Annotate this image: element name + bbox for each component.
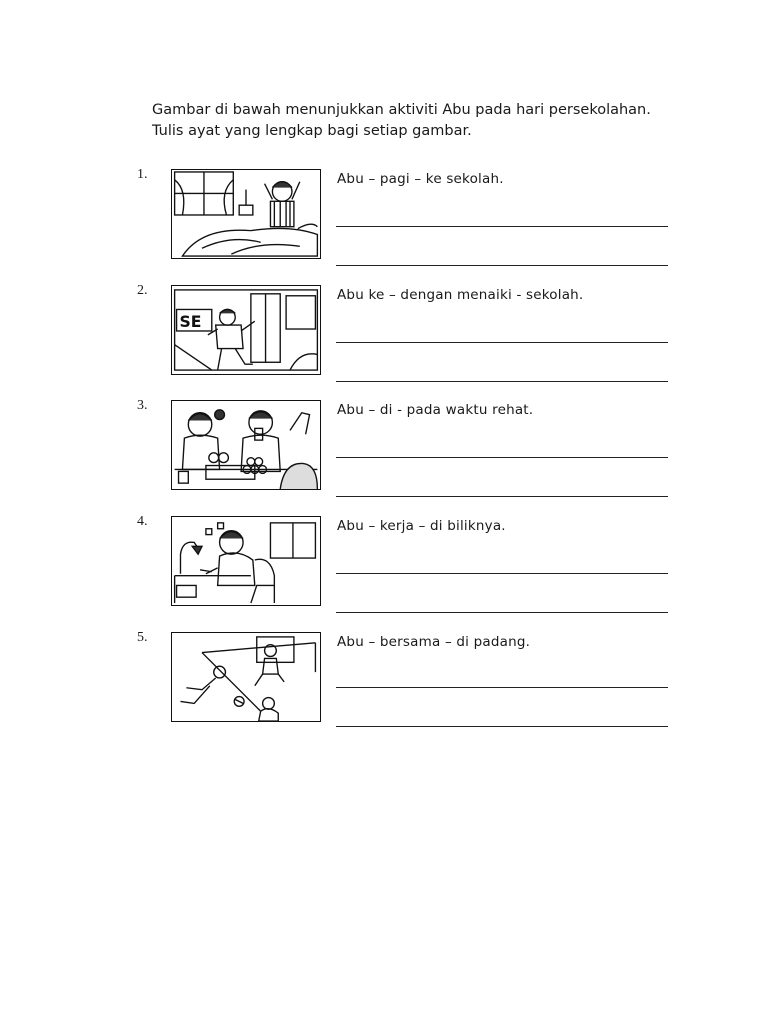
item-number: 1. <box>137 167 148 182</box>
answer-line-1[interactable] <box>336 342 668 343</box>
answer-line-1[interactable] <box>336 573 668 574</box>
instructions <box>152 100 692 142</box>
exercise-item-2 <box>0 283 768 383</box>
answer-line-2[interactable] <box>336 496 668 497</box>
item-prompt: Abu – bersama – di padang. <box>337 634 531 650</box>
exercise-item-4 <box>0 514 768 614</box>
answer-line-2[interactable] <box>336 612 668 613</box>
item-prompt: Abu – di - pada waktu rehat. <box>337 402 534 418</box>
answer-line-2[interactable] <box>336 381 668 382</box>
exercise-item-1 <box>0 167 768 267</box>
answer-line-2[interactable] <box>336 726 668 727</box>
item-number: 5. <box>137 630 148 645</box>
boy-boarding-school-bus-picture <box>171 285 321 375</box>
instruction-line-2: Tulis ayat yang lengkap bagi setiap gambar. <box>152 123 472 139</box>
exercise-item-5 <box>0 630 768 730</box>
answer-line-1[interactable] <box>336 687 668 688</box>
answer-line-1[interactable] <box>336 226 668 227</box>
item-prompt: Abu – pagi – ke sekolah. <box>337 171 504 187</box>
item-number: 2. <box>137 283 148 298</box>
item-prompt: Abu – kerja – di biliknya. <box>337 518 506 534</box>
answer-line-1[interactable] <box>336 457 668 458</box>
boys-eating-in-canteen-picture <box>171 400 321 490</box>
item-number: 4. <box>137 514 148 529</box>
instruction-line-1: Gambar di bawah menunjukkan aktiviti Abu pada hari persekolahan. <box>152 102 651 118</box>
boy-waking-up-in-bed-picture <box>171 169 321 259</box>
answer-line-2[interactable] <box>336 265 668 266</box>
boy-doing-homework-picture <box>171 516 321 606</box>
svg-text:SE: SE <box>179 312 202 332</box>
item-prompt: Abu ke – dengan menaiki - sekolah. <box>337 287 584 303</box>
boys-playing-football-picture <box>171 632 321 722</box>
item-number: 3. <box>137 398 148 413</box>
exercise-item-3 <box>0 398 768 498</box>
